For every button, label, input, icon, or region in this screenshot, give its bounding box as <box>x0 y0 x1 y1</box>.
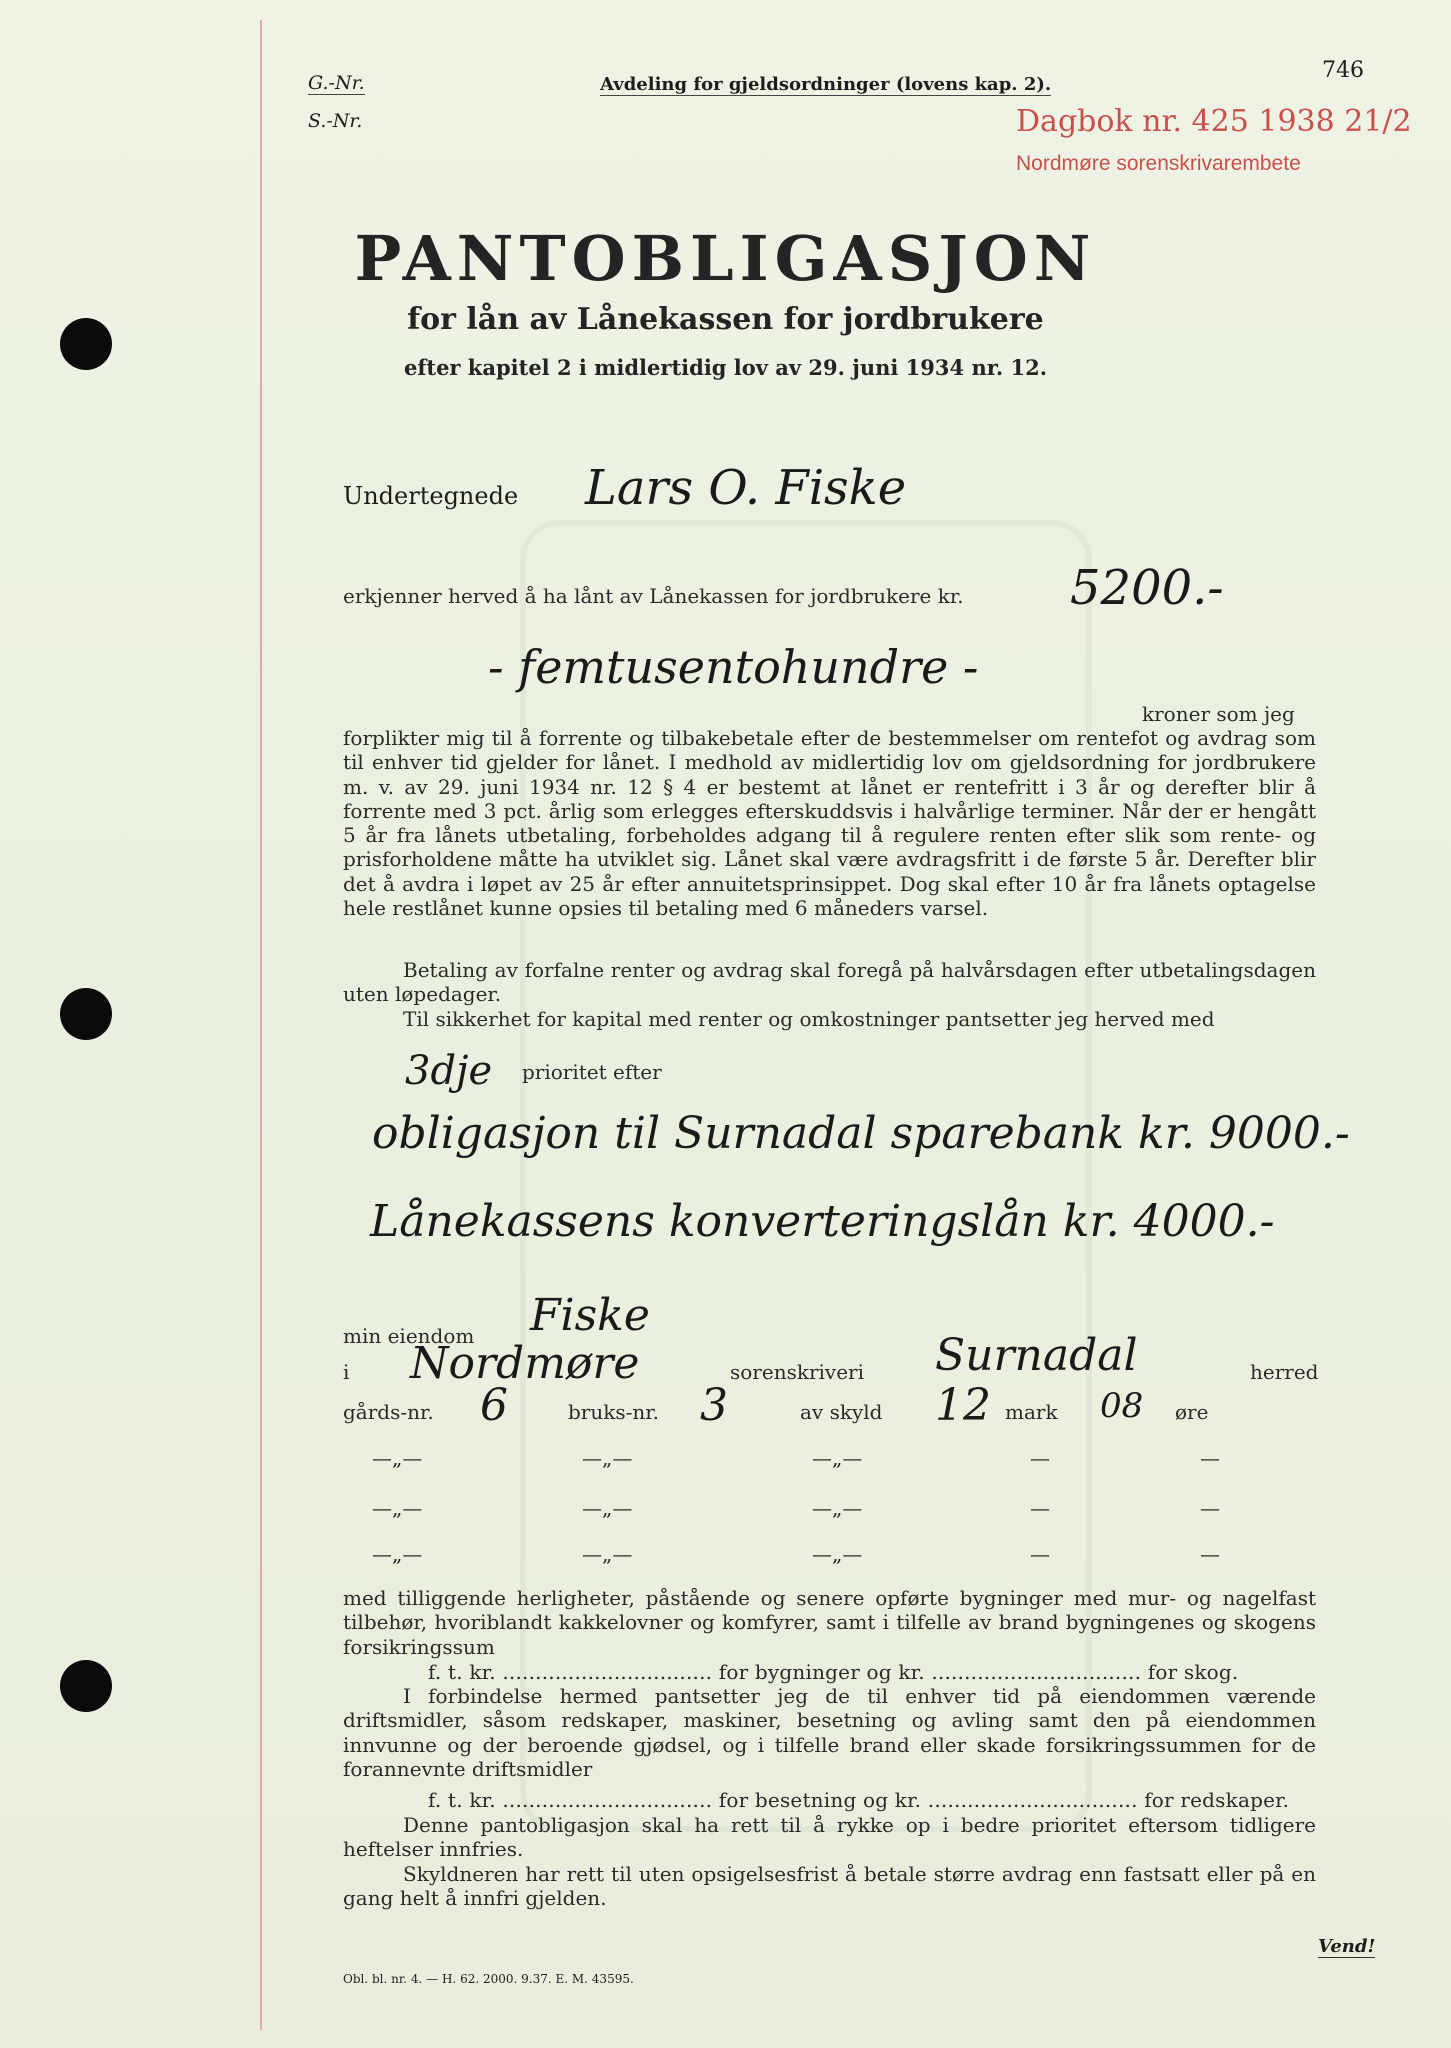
equipment-paragraph: I forbindelse hermed pantsetter jeg de til enhver tid på eiendommen værende driftsmidler, såsom redskaper, maskiner, besetning og avling samt den på eiendommen innvunne og der beroende gjødsel, og i tilfelle brand eller skade forsikringssummen for de forannevnte driftsmidler <box>343 1684 1316 1781</box>
punch-hole-bottom <box>60 1660 112 1712</box>
payment-paragraph: Betaling av forfalne renter og avdrag skal foregå på halvårsdagen efter utbetalingsdagen uten løpedager. <box>343 958 1316 1007</box>
document-law-reference: efter kapitel 2 i midlertidig lov av 29. juni 1934 nr. 12. <box>403 355 1048 380</box>
blank-skyld-3: —„— <box>812 1542 863 1566</box>
blank-gards-2: —„— <box>372 1496 423 1520</box>
blank-bruks-3: —„— <box>582 1542 633 1566</box>
prepayment-paragraph: Skyldneren har rett til uten opsigelsesfrist å betale større avdrag enn fastsatt eller på en gang helt å innfri gjelden. <box>343 1862 1316 1911</box>
district-label: sorenskriveri <box>730 1360 865 1384</box>
blank-skyld-2: —„— <box>812 1496 863 1520</box>
priority-label: prioritet efter <box>522 1060 662 1084</box>
stamp-dagbok: Dagbok nr. 425 1938 21/2 <box>1016 104 1412 139</box>
blank-ore-3: — <box>1200 1542 1220 1566</box>
blank-ore-2: — <box>1200 1496 1220 1520</box>
blank-skyld-1: —„— <box>812 1446 863 1470</box>
mark-value: 08 <box>1100 1386 1144 1426</box>
signatory-name: Lars O. Fiske <box>585 460 907 516</box>
blank-bruks-2: —„— <box>582 1496 633 1520</box>
blank-gards-3: —„— <box>372 1542 423 1566</box>
district-prefix: i <box>343 1360 350 1384</box>
loan-amount-words: - femtusentohundre - <box>488 640 979 694</box>
department-heading: Avdeling for gjeldsordninger (lovens kap. 2). <box>600 74 1052 95</box>
skyld-label: av skyld <box>800 1400 883 1424</box>
terms-paragraph: forplikter mig til å forrente og tilbakebetale efter de bestemmelser om rentefot og avdrag som til enhver tid gjelder for lånet. I medhold av midlertidig lov om gjeldsordning for jordbrukere m. v. av 29. juni 1934 nr. 12 § 4 er bestemt at lånet er rentefritt i 3 år og derefter blir å forrente med 3 pct. årlig som erlegges efterskuddsvis i halvårlige terminer. Når der er hengått 5 år fra lånets utbetaling, forbeholdes adgang til å regulere renten efter slik som rente- og prisforholdene måtte ha utviklet sig. Lånet skal være avdragsfritt i de første 5 år. Derefter blir det å avdra i løpet av 25 år efter annuitetsprinsippet. Dog skal efter 10 år fra lånets optagelse hele restlånet kunne opsies til betaling med 6 måneders varsel. <box>343 726 1316 921</box>
insurance-line-buildings: f. t. kr. ................................ for bygninger og kr. ................................ for skog. <box>428 1660 1239 1684</box>
ore-label: øre <box>1175 1400 1209 1424</box>
appurtenances-paragraph: med tilliggende herligheter, påstående og senere opførte bygninger med mur- og nagelfast tilbehør, hvoriblandt kakkelovner og komfyrer, samt i tilfelle av brand bygningenes og skogens forsikringssum <box>343 1586 1316 1659</box>
bruks-value: 3 <box>700 1380 728 1431</box>
district-name: Nordmøre <box>410 1338 640 1389</box>
priority-line-1: obligasjon til Surnadal sparebank kr. 9000.- <box>372 1108 1350 1159</box>
property-label: min eiendom <box>343 1324 475 1348</box>
stamp-office: Nordmøre sorenskrivarembete <box>1016 152 1301 175</box>
municipality-name: Surnadal <box>935 1330 1138 1381</box>
blank-mark-3: — <box>1030 1542 1050 1566</box>
priority-handwritten: 3dje <box>405 1048 493 1094</box>
form-footer: Obl. bl. nr. 4. — H. 62. 2000. 9.37. E. M. 43595. <box>343 1972 634 1986</box>
skyld-value: 12 <box>935 1380 991 1431</box>
acknowledgement-text: erkjenner herved å ha lånt av Lånekassen for jordbrukere kr. <box>343 584 964 608</box>
gnr-label: G.-Nr. <box>308 72 365 94</box>
mark-label: mark <box>1005 1400 1058 1424</box>
document-title: PANTOBLIGASJON <box>354 222 1097 295</box>
page-number: 746 <box>1322 58 1364 83</box>
loan-amount: 5200.- <box>1070 560 1224 616</box>
municipality-label: herred <box>1250 1360 1319 1384</box>
snr-label: S.-Nr. <box>308 110 363 132</box>
turn-over-note: Vend! <box>1318 1936 1376 1957</box>
punch-hole-middle <box>60 988 112 1040</box>
gards-label: gårds-nr. <box>343 1400 434 1424</box>
blank-ore-1: — <box>1200 1446 1220 1470</box>
blank-mark-2: — <box>1030 1496 1050 1520</box>
gards-value: 6 <box>480 1380 508 1431</box>
security-paragraph: Til sikkerhet for kapital med renter og omkostninger pantsetter jeg herved med <box>403 1007 1215 1031</box>
blank-gards-1: —„— <box>372 1446 423 1470</box>
undertegnede-label: Undertegnede <box>343 482 519 510</box>
priority-advance-paragraph: Denne pantobligasjon skal ha rett til å rykke op i bedre prioritet eftersom tidligere heftelser innfries. <box>343 1813 1316 1862</box>
kroner-text: kroner som jeg <box>1142 702 1295 726</box>
property-name: Fiske <box>530 1290 650 1341</box>
document-subtitle: for lån av Lånekassen for jordbrukere <box>407 302 1044 337</box>
insurance-line-livestock: f. t. kr. ................................ for besetning og kr. ................................ for redskaper. <box>428 1788 1290 1812</box>
blank-bruks-1: —„— <box>582 1446 633 1470</box>
bruks-label: bruks-nr. <box>568 1400 659 1424</box>
priority-line-2: Lånekassens konverteringslån kr. 4000.- <box>370 1196 1275 1247</box>
blank-mark-1: — <box>1030 1446 1050 1470</box>
